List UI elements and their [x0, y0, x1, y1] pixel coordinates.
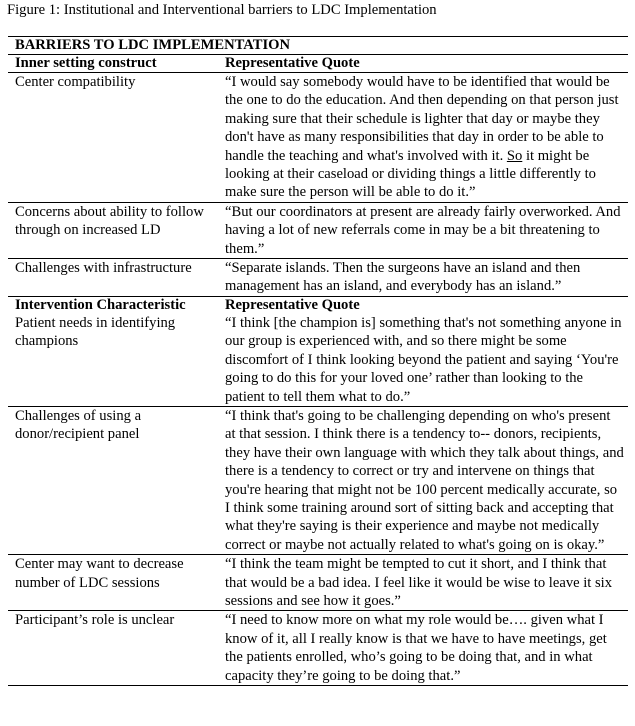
section-header-row — [8, 55, 628, 73]
construct-cell: Challenges with infrastructure — [8, 259, 218, 297]
column-header-quote: Representative Quote — [218, 55, 628, 73]
section-header-row — [8, 296, 628, 314]
table-title-row — [8, 37, 628, 55]
construct-cell: Center may want to decrease number of LDC sessions — [8, 555, 218, 611]
quote-cell: “But our coordinators at present are already fairly overworked. And having a lot of new referrals come in may be a bit threatening to them.” — [218, 202, 628, 258]
quote-cell: “I think that's going to be challenging depending on who's present at that session. I think there is a tendency to-- donors, recipients, they have their own language with which they talk about things, and there is a tendency to correct or try and intervene on things that you're hearing that might not be 100 percent medically accurate, so I think some training around sort of sitting back and accepting that what they're saying is their experience and maybe not medically correct or maybe not actually related to what's going on is okay.” — [218, 406, 628, 554]
figure-caption: Figure 1: Institutional and Interventional barriers to LDC Implementation — [7, 2, 437, 18]
quote-text: it might be looking at their caseload or dividing things a little differently to make sure the person will be able to do it.” — [225, 147, 596, 201]
table-row — [8, 406, 628, 554]
quote-cell: “I need to know more on what my role would be…. given what I know of it, all I really know is that we have to have meetings, get the patients enrolled, who’s going to be doing that, and in what capacity they’re going to be doing that.” — [218, 611, 628, 686]
construct-cell: Center compatibility — [8, 73, 218, 203]
table-row — [8, 555, 628, 611]
quote-cell — [218, 73, 628, 203]
underlined-word: So — [506, 147, 523, 164]
construct-cell: Patient needs in identifying champions — [8, 314, 218, 407]
column-header-construct: Inner setting construct — [8, 55, 218, 73]
table-row — [8, 314, 628, 407]
table-row — [8, 259, 628, 297]
quote-cell: “I think the team might be tempted to cut it short, and I think that that would be a bad idea. I feel like it would be wise to leave it six sessions and see how it goes.” — [218, 555, 628, 611]
barriers-table — [8, 36, 628, 686]
table-row — [8, 73, 628, 203]
quote-cell: “I think [the champion is] something that's not something anyone in our group is experienced with, and so there might be some discomfort of I think looking beyond the patient and saying ‘You're going to do this for your loved one’ rather than looking to the patient to tell them what to do.” — [218, 314, 628, 407]
table-title: BARRIERS TO LDC IMPLEMENTATION — [8, 37, 628, 55]
construct-cell: Concerns about ability to follow through on increased LD — [8, 202, 218, 258]
column-header-quote: Representative Quote — [225, 296, 360, 313]
construct-cell: Challenges of using a donor/recipient panel — [8, 406, 218, 554]
table-row — [8, 202, 628, 258]
construct-cell: Participant’s role is unclear — [8, 611, 218, 686]
table-row — [8, 611, 628, 686]
column-header-characteristic: Intervention Characteristic — [15, 296, 186, 313]
quote-cell: “Separate islands. Then the surgeons have an island and then management has an island, and everybody has an island.” — [218, 259, 628, 297]
quote-text: “I would say somebody would have to be identified that would be the one to do the education. And then depending on that person just making sure that their schedule is lighter that day or maybe they don't have as many responsibilities that day in order to be able to handle the teaching and what's involved with it. — [225, 74, 619, 164]
